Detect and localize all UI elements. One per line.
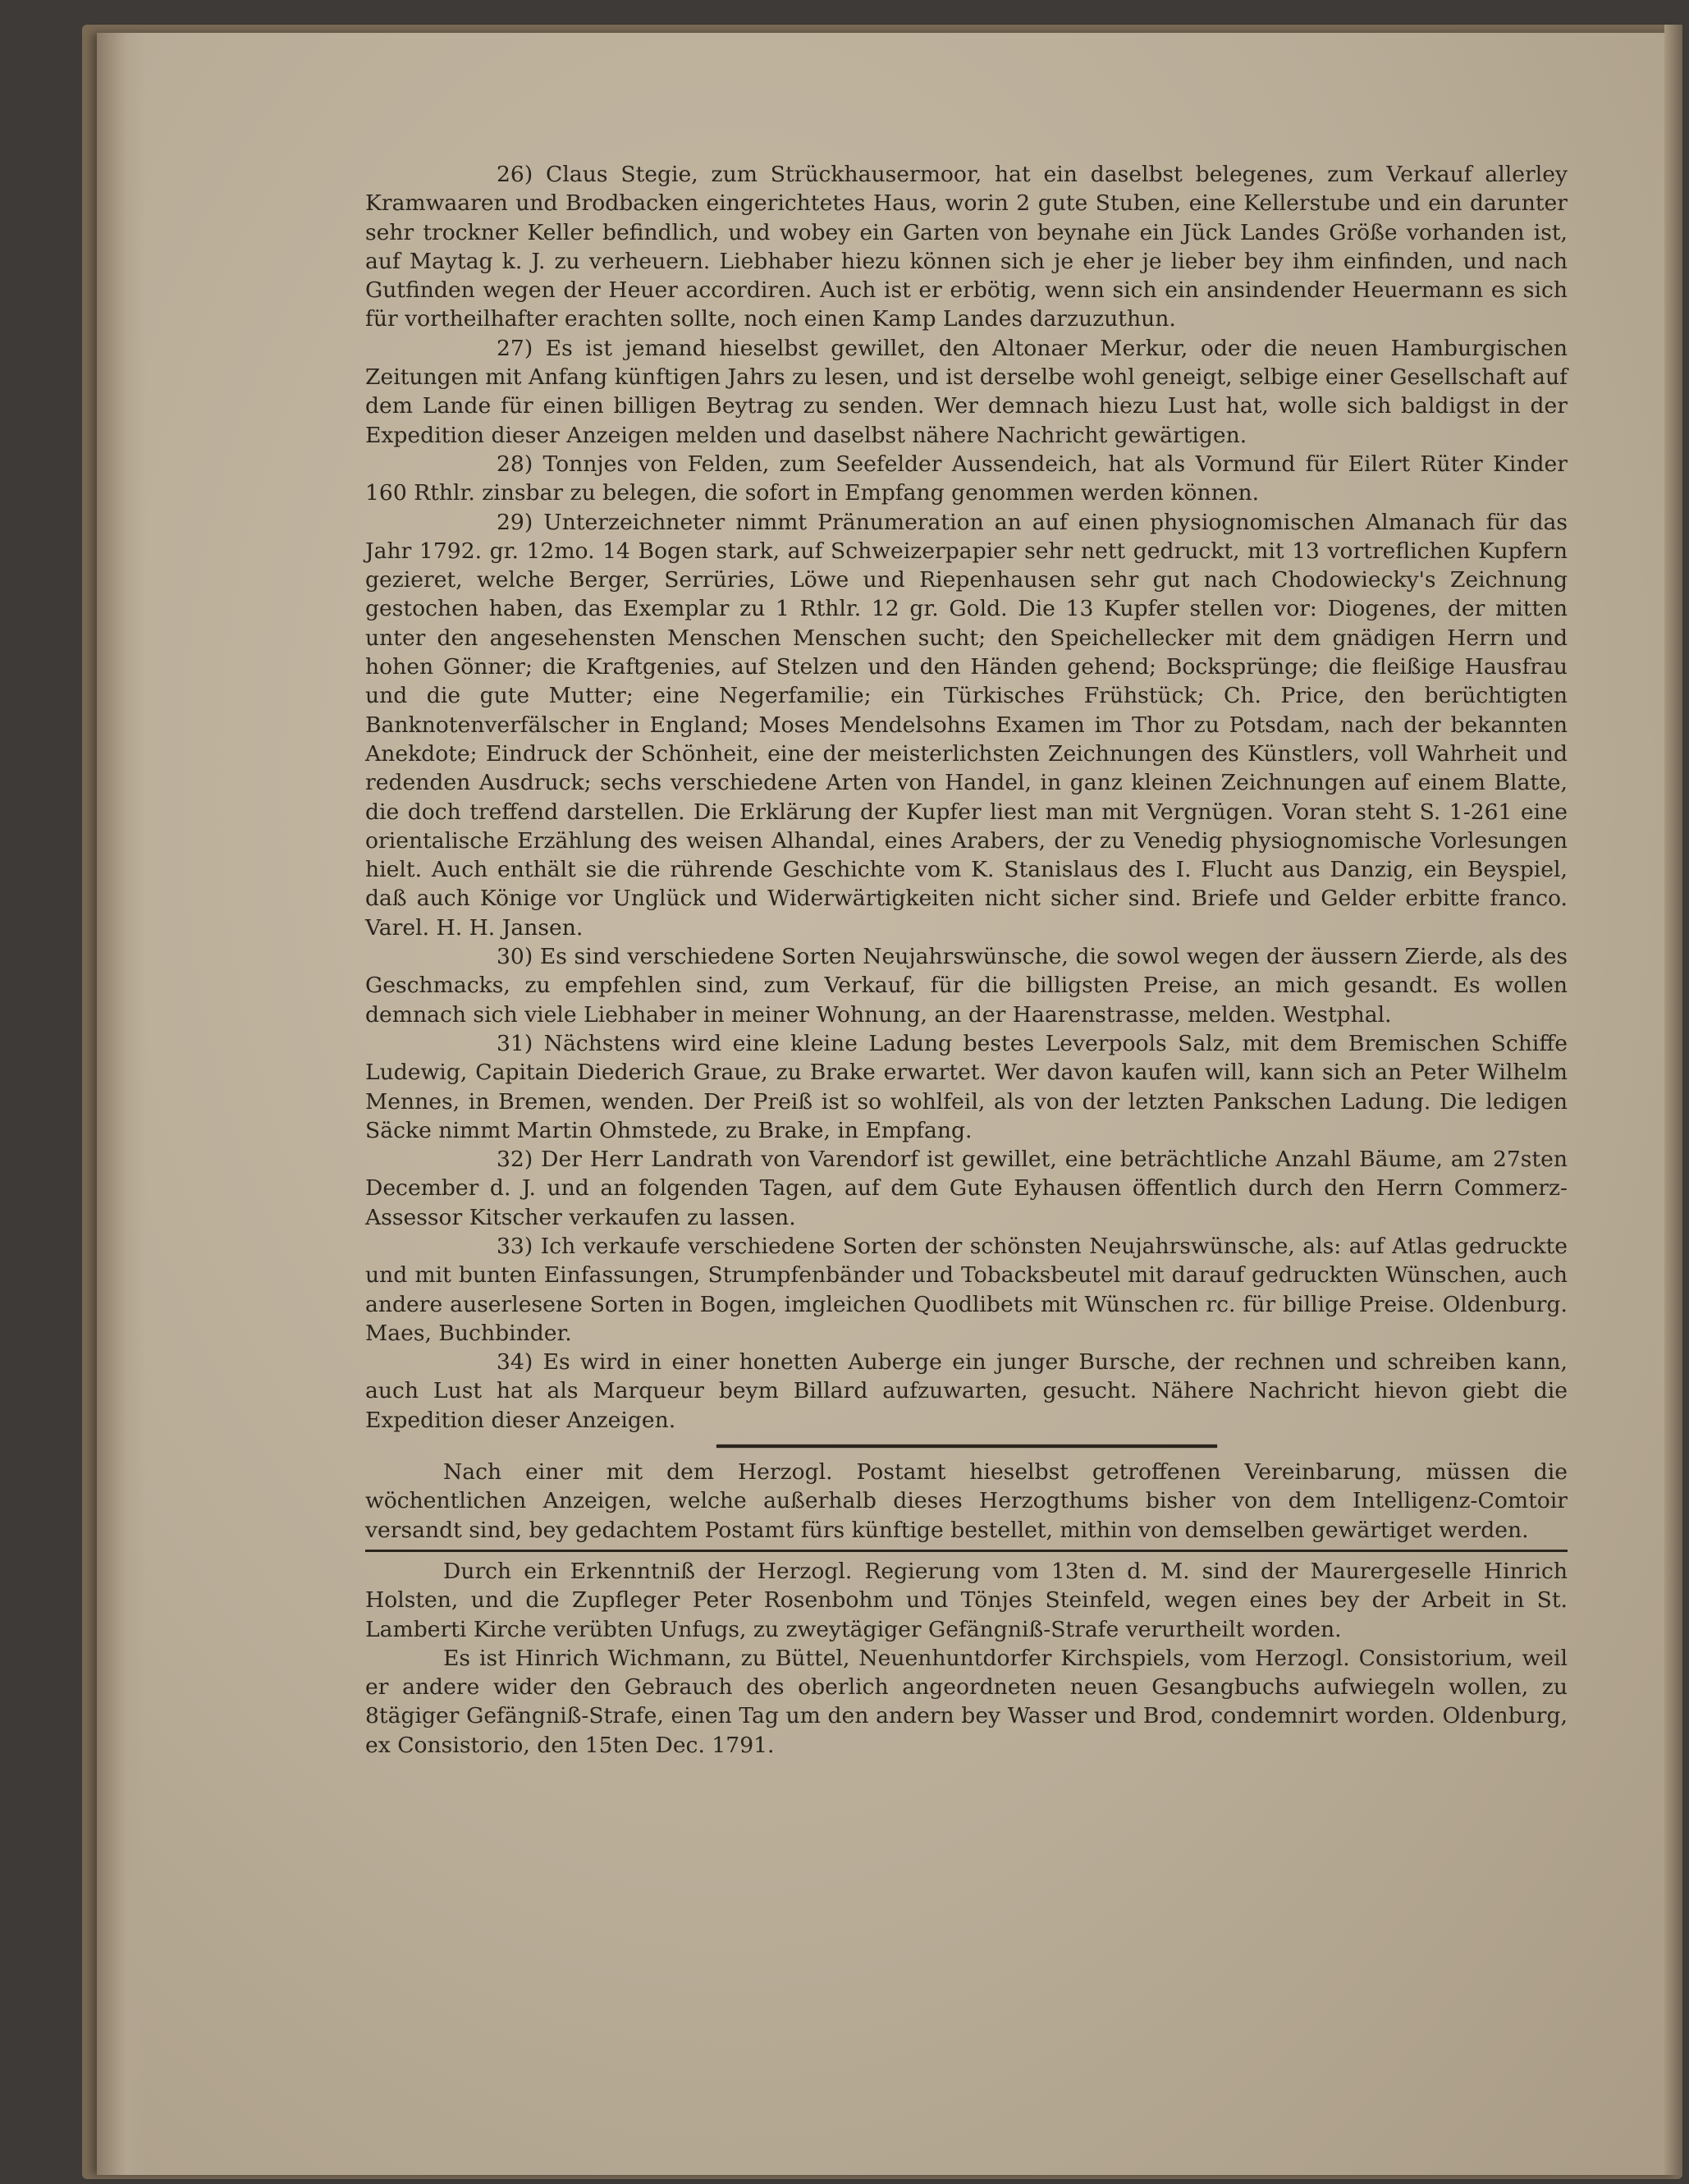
entry-33 xyxy=(365,1232,1568,1348)
notice-divider xyxy=(365,1550,1568,1552)
entry-27: 27) Es ist jemand hieselbst gewillet, den Altonaer Merkur, oder die neuen Hamburgischen Zeitungen mit Anfang künftigen Jahrs zu lesen, und ist derselbe wohl geneigt, selbige einer Gesellschaft auf dem Lande für einen billigen Beytrag zu senden. Wer demnach hiezu Lust hat, wolle sich baldigst in der Expedition dieser Anzeigen melden und daselbst nähere Nachricht gewärtigen. xyxy=(365,335,1568,448)
entry-31: 31) Nächstens wird eine kleine Ladung bestes Leverpools Salz, mit dem Bremischen Schiffe Ludewig, Capitain Diederich Graue, zu Brake erwartet. Wer davon kaufen will, kann sich an Peter Wilhelm Mennes, in Bremen, wenden. Der Preiß ist so wohlfeil, als von der letzten Pankschen Ladung. Die ledigen Säcke nimmt Martin Ohmstede, zu Brake, in Empfang. xyxy=(365,1030,1568,1143)
postal-notice: Nach einer mit dem Herzogl. Postamt hieselbst getroffenen Vereinbarung, müssen die wöchentlichen Anzeigen, welche außerhalb dieses Herzogthums bisher von dem Intelligenz-Comtoir versandt sind, bey gedachtem Postamt fürs künftige bestellet, mithin von demselben gewärtiget werden. xyxy=(365,1459,1568,1543)
entry-29 xyxy=(365,508,1568,942)
entry-33-signature: Maes, Buchbinder. xyxy=(365,1320,572,1346)
entry-30-text: 30) Es sind verschiedene Sorten Neujahrswünsche, die sowol wegen der äussern Zierde, als des Geschmacks, zu empfehlen sind, zum Verkauf, für die billigsten Preise, an mich gesandt. Es wollen demnach sich viele Liebhaber in meiner Wohnung, an der Haarenstrasse, melden. xyxy=(365,944,1568,1028)
entry-30 xyxy=(365,942,1568,1029)
section-divider xyxy=(716,1445,1217,1448)
page-text xyxy=(365,160,1568,1760)
entry-33-text: 33) Ich verkaufe verschiedene Sorten der schönsten Neujahrswünsche, als: auf Atlas gedruckte und mit bunten Einfassungen, Strumpfenbänder und Tobacksbeutel mit darauf gedruckten Wünschen, auch andere auserlesene Sorten in Bogen, imgleichen Quodlibets mit Wünschen rc. für billige Preise. Oldenburg. xyxy=(365,1233,1568,1317)
entry-29-signature: H. H. Jansen. xyxy=(436,914,584,941)
entry-26: 26) Claus Stegie, zum Strückhausermoor, hat ein daselbst belegenes, zum Verkauf allerley Kramwaaren und Brodbacken eingerichtetes Haus, worin 2 gute Stuben, eine Kellerstube und ein darunter sehr trockner Keller befindlich, und wobey ein Garten von beynahe ein Jück Landes Größe vorhanden ist, auf Maytag k. J. zu verheuern. Liebhaber hiezu können sich je eher je lieber bey ihm einfinden, und nach Gutfinden wegen der Heuer accordiren. Auch ist er erbötig, wenn sich ein ansindender Heuermann es sich für vortheilhafter erachten sollte, noch einen Kamp Landes darzuzuthun. xyxy=(365,162,1568,332)
entry-32: 32) Der Herr Landrath von Varendorf ist gewillet, eine beträchtliche Anzahl Bäume, am 27sten December d. J. und an folgenden Tagen, auf dem Gute Eyhausen öffentlich durch den Herrn Commerz-Assessor Kitscher verkaufen zu lassen. xyxy=(365,1147,1568,1230)
entry-28: 28) Tonnjes von Felden, zum Seefelder Aussendeich, hat als Vormund für Eilert Rüter Kinder 160 Rthlr. zinsbar zu belegen, die sofort in Empfang genommen werden können. xyxy=(365,451,1568,506)
page-stack-edge xyxy=(1664,25,1682,2175)
page-binding-shadow xyxy=(97,33,146,2175)
entry-29-text: 29) Unterzeichneter nimmt Pränumeration an auf einen physiognomischen Almanach für das Jahr 1792. gr. 12mo. 14 Bogen stark, auf Schweizerpapier sehr nett gedruckt, mit 13 vortreflichen Kupfern gezieret, welche Berger, Serrüries, Löwe und Riepenhausen sehr gut nach Chodowiecky's Zeichnung gestochen haben, das Exemplar zu 1 Rthlr. 12 gr. Gold. Die 13 Kupfer stellen vor: Diogenes, der mitten unter den angesehensten Menschen Menschen sucht; den Speichellecker mit dem gnädigen Herrn und hohen Gönner; die Kraftgenies, auf Stelzen und den Händen gehend; Bocksprünge; die fleißige Hausfrau und die gute Mutter; eine Negerfamilie; ein Türkisches Frühstück; Ch. Price, den berüchtigten Banknotenverfälscher in England; Moses Mendelsohns Examen im Thor zu Potsdam, nach der bekannten Anekdote; Eindruck der Schönheit, eine der meisterlichsten Zeichnungen des Künstlers, voll Wahrheit und redenden Ausdruck; sechs verschiedene Arten von Handel, in ganz kleinen Zeichnungen auf einem Blatte, die doch treffend darstellen. Die Erklärung der Kupfer liest man mit Vergnügen. Voran steht S. 1-261 eine orientalische Erzählung des weisen Alhandal, eines Arabers, der zu Venedig physiognomische Vorlesungen hielt. Auch enthält sie die rührende Geschichte vom K. Stanislaus des I. Flucht aus Danzig, ein Beyspiel, daß auch Könige vor Unglück und Widerwärtigkeiten nicht sicher sind. Briefe und Gelder erbitte franco. Varel. xyxy=(365,509,1568,941)
entry-34: 34) Es wird in einer honetten Auberge ein junger Bursche, der rechnen und schreiben kann, auch Lust hat als Marqueur beym Billard aufzuwarten, gesucht. Nähere Nachricht hievon giebt die Expedition dieser Anzeigen. xyxy=(365,1349,1568,1433)
court-notice-1: Durch ein Erkenntniß der Herzogl. Regierung vom 13ten d. M. sind der Maurergeselle Hinrich Holsten, und die Zupfleger Peter Rosenbohm und Tönjes Steinfeld, wegen eines bey der Arbeit in St. Lamberti Kirche verübten Unfugs, zu zweytägiger Gefängniß-Strafe verurtheilt worden. xyxy=(365,1558,1568,1642)
entry-30-signature: Westphal. xyxy=(1283,1001,1392,1028)
court-notice-2: Es ist Hinrich Wichmann, zu Büttel, Neuenhuntdorfer Kirchspiels, vom Herzogl. Consistorium, weil er andere wider den Gebrauch des oberlich angeordneten neuen Gesangbuchs aufwiegeln wollen, zu 8tägiger Gefängniß-Strafe, einen Tag um den andern bey Wasser und Brod, condemnirt worden. Oldenburg, ex Consistorio, den 15ten Dec. 1791. xyxy=(365,1645,1568,1758)
